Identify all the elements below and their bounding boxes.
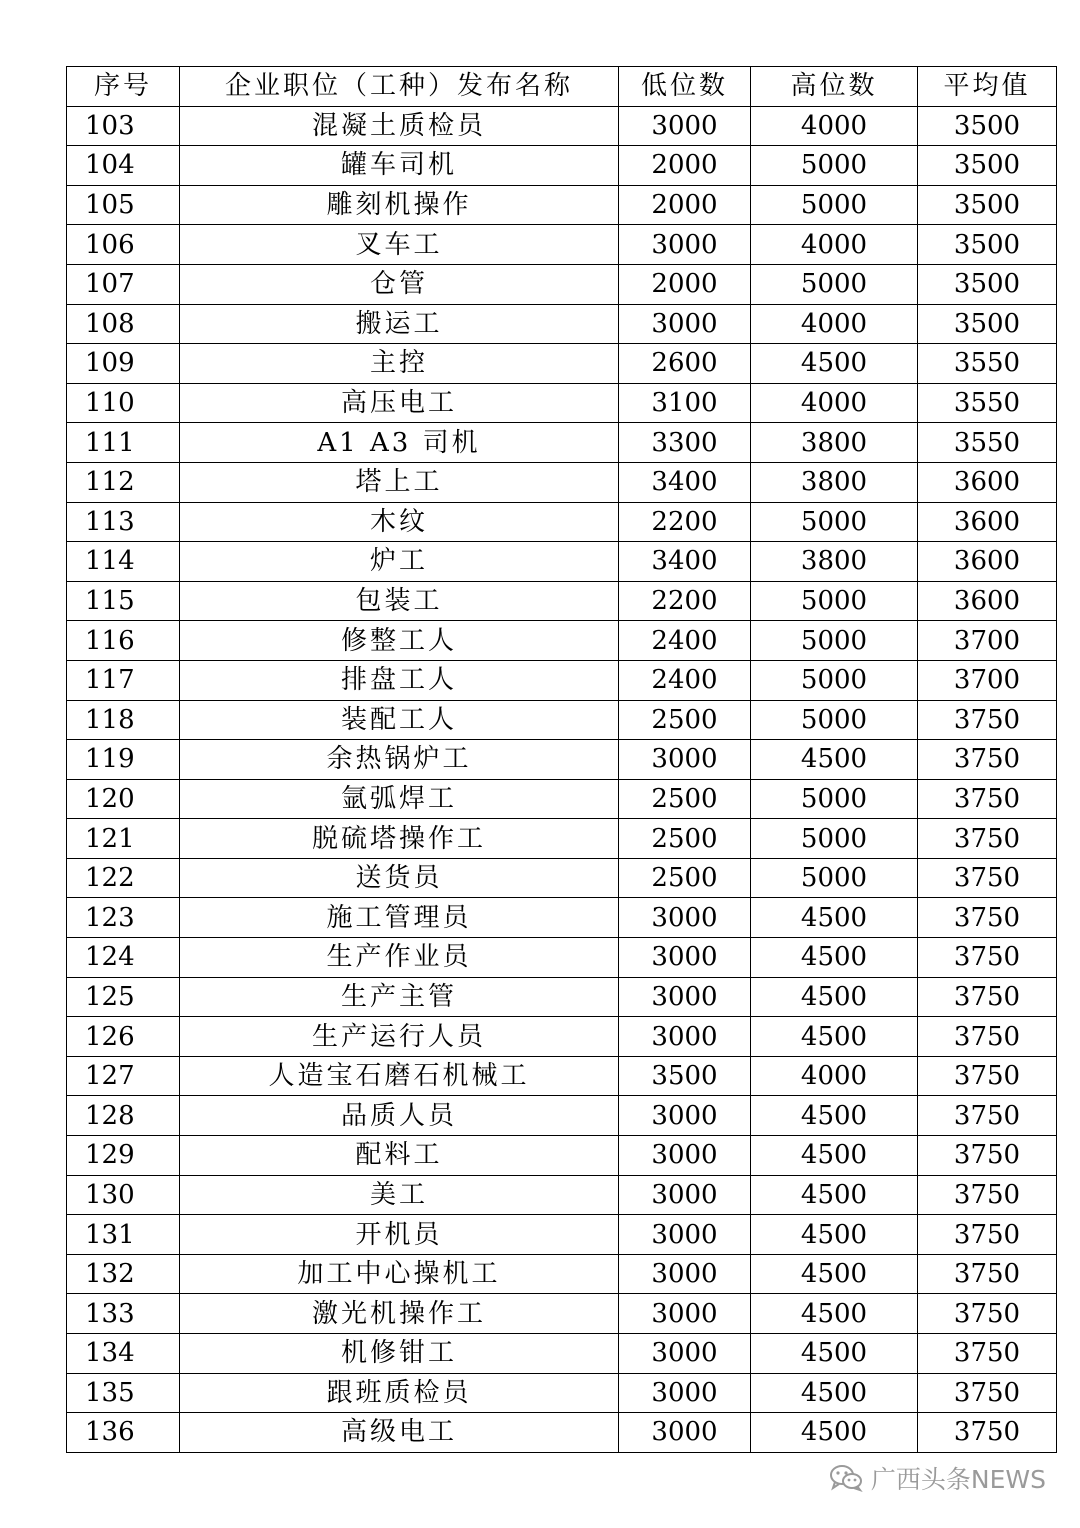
table-row bbox=[67, 264, 1057, 304]
cell-low: 3000 bbox=[619, 898, 751, 938]
cell-average: 3750 bbox=[918, 1017, 1057, 1057]
table-row bbox=[67, 1096, 1057, 1136]
cell-high: 4500 bbox=[751, 344, 918, 384]
cell-high: 5000 bbox=[751, 581, 918, 621]
cell-position-name: 罐车司机 bbox=[180, 146, 619, 186]
cell-position-name: 余热锅炉工 bbox=[180, 740, 619, 780]
cell-seq: 106 bbox=[67, 225, 180, 265]
cell-position-name: 配料工 bbox=[180, 1136, 619, 1176]
cell-average: 3750 bbox=[918, 1334, 1057, 1374]
cell-high: 4500 bbox=[751, 977, 918, 1017]
cell-low: 3000 bbox=[619, 225, 751, 265]
cell-average: 3750 bbox=[918, 1096, 1057, 1136]
cell-average: 3600 bbox=[918, 502, 1057, 542]
watermark-text: 广西头条NEWS bbox=[870, 1465, 1046, 1494]
cell-high: 4500 bbox=[751, 938, 918, 978]
cell-high: 4000 bbox=[751, 304, 918, 344]
cell-seq: 110 bbox=[67, 383, 180, 423]
table-row bbox=[67, 502, 1057, 542]
cell-high: 4000 bbox=[751, 383, 918, 423]
cell-seq: 131 bbox=[67, 1215, 180, 1255]
cell-low: 2500 bbox=[619, 700, 751, 740]
table-row bbox=[67, 1254, 1057, 1294]
cell-seq: 104 bbox=[67, 146, 180, 186]
table-header-row bbox=[67, 67, 1057, 107]
cell-low: 3400 bbox=[619, 462, 751, 502]
watermark bbox=[829, 1460, 1046, 1496]
cell-position-name: 机修钳工 bbox=[180, 1334, 619, 1374]
cell-average: 3700 bbox=[918, 621, 1057, 661]
wechat-icon bbox=[829, 1463, 863, 1493]
table-row bbox=[67, 938, 1057, 978]
table-row bbox=[67, 1017, 1057, 1057]
cell-seq: 103 bbox=[67, 106, 180, 146]
cell-seq: 122 bbox=[67, 858, 180, 898]
cell-high: 5000 bbox=[751, 779, 918, 819]
cell-seq: 125 bbox=[67, 977, 180, 1017]
cell-average: 3500 bbox=[918, 106, 1057, 146]
cell-average: 3750 bbox=[918, 1254, 1057, 1294]
cell-high: 4500 bbox=[751, 1215, 918, 1255]
cell-seq: 108 bbox=[67, 304, 180, 344]
cell-high: 4500 bbox=[751, 1334, 918, 1374]
cell-high: 4000 bbox=[751, 1056, 918, 1096]
cell-position-name: 排盘工人 bbox=[180, 660, 619, 700]
cell-low: 3500 bbox=[619, 1056, 751, 1096]
cell-position-name: 仓管 bbox=[180, 264, 619, 304]
table-row bbox=[67, 304, 1057, 344]
cell-position-name: 跟班质检员 bbox=[180, 1373, 619, 1413]
cell-seq: 124 bbox=[67, 938, 180, 978]
cell-high: 4500 bbox=[751, 1294, 918, 1334]
cell-high: 4500 bbox=[751, 740, 918, 780]
header-seq: 序号 bbox=[67, 67, 180, 107]
cell-position-name: 激光机操作工 bbox=[180, 1294, 619, 1334]
cell-position-name: 搬运工 bbox=[180, 304, 619, 344]
cell-high: 3800 bbox=[751, 462, 918, 502]
cell-average: 3550 bbox=[918, 344, 1057, 384]
cell-position-name: 开机员 bbox=[180, 1215, 619, 1255]
cell-low: 3000 bbox=[619, 1413, 751, 1453]
cell-low: 3000 bbox=[619, 1175, 751, 1215]
table-row bbox=[67, 423, 1057, 463]
cell-low: 3000 bbox=[619, 304, 751, 344]
header-position-name: 企业职位（工种）发布名称 bbox=[180, 67, 619, 107]
cell-low: 2000 bbox=[619, 185, 751, 225]
cell-average: 3750 bbox=[918, 1175, 1057, 1215]
cell-average: 3550 bbox=[918, 383, 1057, 423]
cell-high: 4500 bbox=[751, 1373, 918, 1413]
cell-seq: 133 bbox=[67, 1294, 180, 1334]
cell-seq: 107 bbox=[67, 264, 180, 304]
cell-high: 5000 bbox=[751, 660, 918, 700]
table-row bbox=[67, 225, 1057, 265]
cell-seq: 123 bbox=[67, 898, 180, 938]
cell-high: 5000 bbox=[751, 185, 918, 225]
cell-average: 3750 bbox=[918, 1056, 1057, 1096]
cell-average: 3750 bbox=[918, 858, 1057, 898]
cell-position-name: 品质人员 bbox=[180, 1096, 619, 1136]
cell-seq: 129 bbox=[67, 1136, 180, 1176]
cell-average: 3750 bbox=[918, 700, 1057, 740]
cell-average: 3750 bbox=[918, 1136, 1057, 1176]
cell-low: 2200 bbox=[619, 502, 751, 542]
table-row bbox=[67, 146, 1057, 186]
cell-low: 2400 bbox=[619, 621, 751, 661]
cell-low: 2400 bbox=[619, 660, 751, 700]
table-row bbox=[67, 106, 1057, 146]
table-row bbox=[67, 542, 1057, 582]
cell-seq: 117 bbox=[67, 660, 180, 700]
cell-low: 3000 bbox=[619, 1254, 751, 1294]
cell-low: 3000 bbox=[619, 1096, 751, 1136]
salary-table bbox=[66, 66, 1057, 1453]
cell-low: 3400 bbox=[619, 542, 751, 582]
cell-position-name: 加工中心操机工 bbox=[180, 1254, 619, 1294]
cell-high: 5000 bbox=[751, 621, 918, 661]
table-row bbox=[67, 660, 1057, 700]
table-row bbox=[67, 1413, 1057, 1453]
cell-average: 3750 bbox=[918, 977, 1057, 1017]
cell-average: 3750 bbox=[918, 1215, 1057, 1255]
cell-average: 3600 bbox=[918, 581, 1057, 621]
cell-low: 2200 bbox=[619, 581, 751, 621]
cell-low: 2600 bbox=[619, 344, 751, 384]
cell-high: 4500 bbox=[751, 1175, 918, 1215]
cell-seq: 113 bbox=[67, 502, 180, 542]
cell-average: 3750 bbox=[918, 819, 1057, 859]
cell-high: 5000 bbox=[751, 146, 918, 186]
table-row bbox=[67, 581, 1057, 621]
cell-average: 3600 bbox=[918, 542, 1057, 582]
cell-low: 2000 bbox=[619, 146, 751, 186]
header-average: 平均值 bbox=[918, 67, 1057, 107]
table-row bbox=[67, 185, 1057, 225]
cell-seq: 134 bbox=[67, 1334, 180, 1374]
cell-position-name: 木纹 bbox=[180, 502, 619, 542]
cell-average: 3750 bbox=[918, 1413, 1057, 1453]
cell-position-name: 生产运行人员 bbox=[180, 1017, 619, 1057]
cell-low: 3000 bbox=[619, 977, 751, 1017]
cell-seq: 118 bbox=[67, 700, 180, 740]
cell-position-name: 装配工人 bbox=[180, 700, 619, 740]
cell-position-name: 包装工 bbox=[180, 581, 619, 621]
cell-high: 5000 bbox=[751, 264, 918, 304]
cell-high: 5000 bbox=[751, 858, 918, 898]
cell-high: 4500 bbox=[751, 1096, 918, 1136]
table-row bbox=[67, 898, 1057, 938]
cell-position-name: 生产作业员 bbox=[180, 938, 619, 978]
cell-seq: 128 bbox=[67, 1096, 180, 1136]
cell-position-name: 送货员 bbox=[180, 858, 619, 898]
cell-position-name: 修整工人 bbox=[180, 621, 619, 661]
cell-seq: 126 bbox=[67, 1017, 180, 1057]
cell-seq: 135 bbox=[67, 1373, 180, 1413]
cell-seq: 114 bbox=[67, 542, 180, 582]
cell-high: 5000 bbox=[751, 700, 918, 740]
cell-seq: 111 bbox=[67, 423, 180, 463]
cell-average: 3750 bbox=[918, 1373, 1057, 1413]
cell-seq: 116 bbox=[67, 621, 180, 661]
cell-high: 3800 bbox=[751, 423, 918, 463]
table-row bbox=[67, 621, 1057, 661]
cell-average: 3500 bbox=[918, 185, 1057, 225]
header-low: 低位数 bbox=[619, 67, 751, 107]
cell-low: 3000 bbox=[619, 1136, 751, 1176]
cell-average: 3750 bbox=[918, 898, 1057, 938]
cell-position-name: 高级电工 bbox=[180, 1413, 619, 1453]
cell-low: 3000 bbox=[619, 106, 751, 146]
cell-position-name: 塔上工 bbox=[180, 462, 619, 502]
cell-position-name: 氩弧焊工 bbox=[180, 779, 619, 819]
table-row bbox=[67, 1215, 1057, 1255]
cell-average: 3500 bbox=[918, 264, 1057, 304]
cell-seq: 130 bbox=[67, 1175, 180, 1215]
cell-low: 3000 bbox=[619, 1017, 751, 1057]
cell-seq: 120 bbox=[67, 779, 180, 819]
table-row bbox=[67, 1334, 1057, 1374]
table-row bbox=[67, 819, 1057, 859]
cell-position-name: 混凝土质检员 bbox=[180, 106, 619, 146]
cell-average: 3700 bbox=[918, 660, 1057, 700]
table-row bbox=[67, 344, 1057, 384]
table-row bbox=[67, 383, 1057, 423]
cell-position-name: 美工 bbox=[180, 1175, 619, 1215]
cell-low: 3000 bbox=[619, 938, 751, 978]
table-row bbox=[67, 977, 1057, 1017]
table-row bbox=[67, 700, 1057, 740]
cell-low: 3000 bbox=[619, 1215, 751, 1255]
cell-position-name: 主控 bbox=[180, 344, 619, 384]
cell-position-name: 炉工 bbox=[180, 542, 619, 582]
cell-high: 5000 bbox=[751, 502, 918, 542]
header-high: 高位数 bbox=[751, 67, 918, 107]
cell-average: 3750 bbox=[918, 779, 1057, 819]
cell-high: 4500 bbox=[751, 1017, 918, 1057]
cell-low: 3100 bbox=[619, 383, 751, 423]
table-row bbox=[67, 1373, 1057, 1413]
cell-position-name: 脱硫塔操作工 bbox=[180, 819, 619, 859]
cell-low: 2500 bbox=[619, 858, 751, 898]
cell-position-name: 高压电工 bbox=[180, 383, 619, 423]
cell-low: 3000 bbox=[619, 740, 751, 780]
cell-average: 3500 bbox=[918, 304, 1057, 344]
cell-seq: 105 bbox=[67, 185, 180, 225]
cell-average: 3600 bbox=[918, 462, 1057, 502]
cell-low: 3000 bbox=[619, 1373, 751, 1413]
cell-position-name: 雕刻机操作 bbox=[180, 185, 619, 225]
cell-position-name: 叉车工 bbox=[180, 225, 619, 265]
cell-high: 3800 bbox=[751, 542, 918, 582]
cell-high: 4000 bbox=[751, 106, 918, 146]
cell-position-name: 施工管理员 bbox=[180, 898, 619, 938]
table-body bbox=[67, 106, 1057, 1452]
cell-low: 2500 bbox=[619, 819, 751, 859]
table-row bbox=[67, 1056, 1057, 1096]
table-row bbox=[67, 779, 1057, 819]
table-row bbox=[67, 740, 1057, 780]
cell-low: 3300 bbox=[619, 423, 751, 463]
table-row bbox=[67, 1175, 1057, 1215]
cell-seq: 136 bbox=[67, 1413, 180, 1453]
cell-seq: 121 bbox=[67, 819, 180, 859]
cell-high: 5000 bbox=[751, 819, 918, 859]
cell-high: 4500 bbox=[751, 1254, 918, 1294]
cell-high: 4500 bbox=[751, 1136, 918, 1176]
cell-average: 3750 bbox=[918, 740, 1057, 780]
cell-average: 3750 bbox=[918, 938, 1057, 978]
table-row bbox=[67, 1294, 1057, 1334]
cell-average: 3750 bbox=[918, 1294, 1057, 1334]
cell-seq: 115 bbox=[67, 581, 180, 621]
cell-average: 3550 bbox=[918, 423, 1057, 463]
cell-high: 4000 bbox=[751, 225, 918, 265]
cell-low: 2000 bbox=[619, 264, 751, 304]
cell-low: 3000 bbox=[619, 1294, 751, 1334]
cell-seq: 109 bbox=[67, 344, 180, 384]
cell-position-name: 生产主管 bbox=[180, 977, 619, 1017]
table-row bbox=[67, 462, 1057, 502]
cell-high: 4500 bbox=[751, 1413, 918, 1453]
cell-seq: 127 bbox=[67, 1056, 180, 1096]
cell-seq: 132 bbox=[67, 1254, 180, 1294]
cell-low: 2500 bbox=[619, 779, 751, 819]
cell-seq: 112 bbox=[67, 462, 180, 502]
cell-position-name: 人造宝石磨石机械工 bbox=[180, 1056, 619, 1096]
cell-seq: 119 bbox=[67, 740, 180, 780]
cell-high: 4500 bbox=[751, 898, 918, 938]
table-row bbox=[67, 858, 1057, 898]
cell-position-name: A1 A3 司机 bbox=[180, 423, 619, 463]
table-row bbox=[67, 1136, 1057, 1176]
cell-average: 3500 bbox=[918, 146, 1057, 186]
cell-average: 3500 bbox=[918, 225, 1057, 265]
cell-low: 3000 bbox=[619, 1334, 751, 1374]
